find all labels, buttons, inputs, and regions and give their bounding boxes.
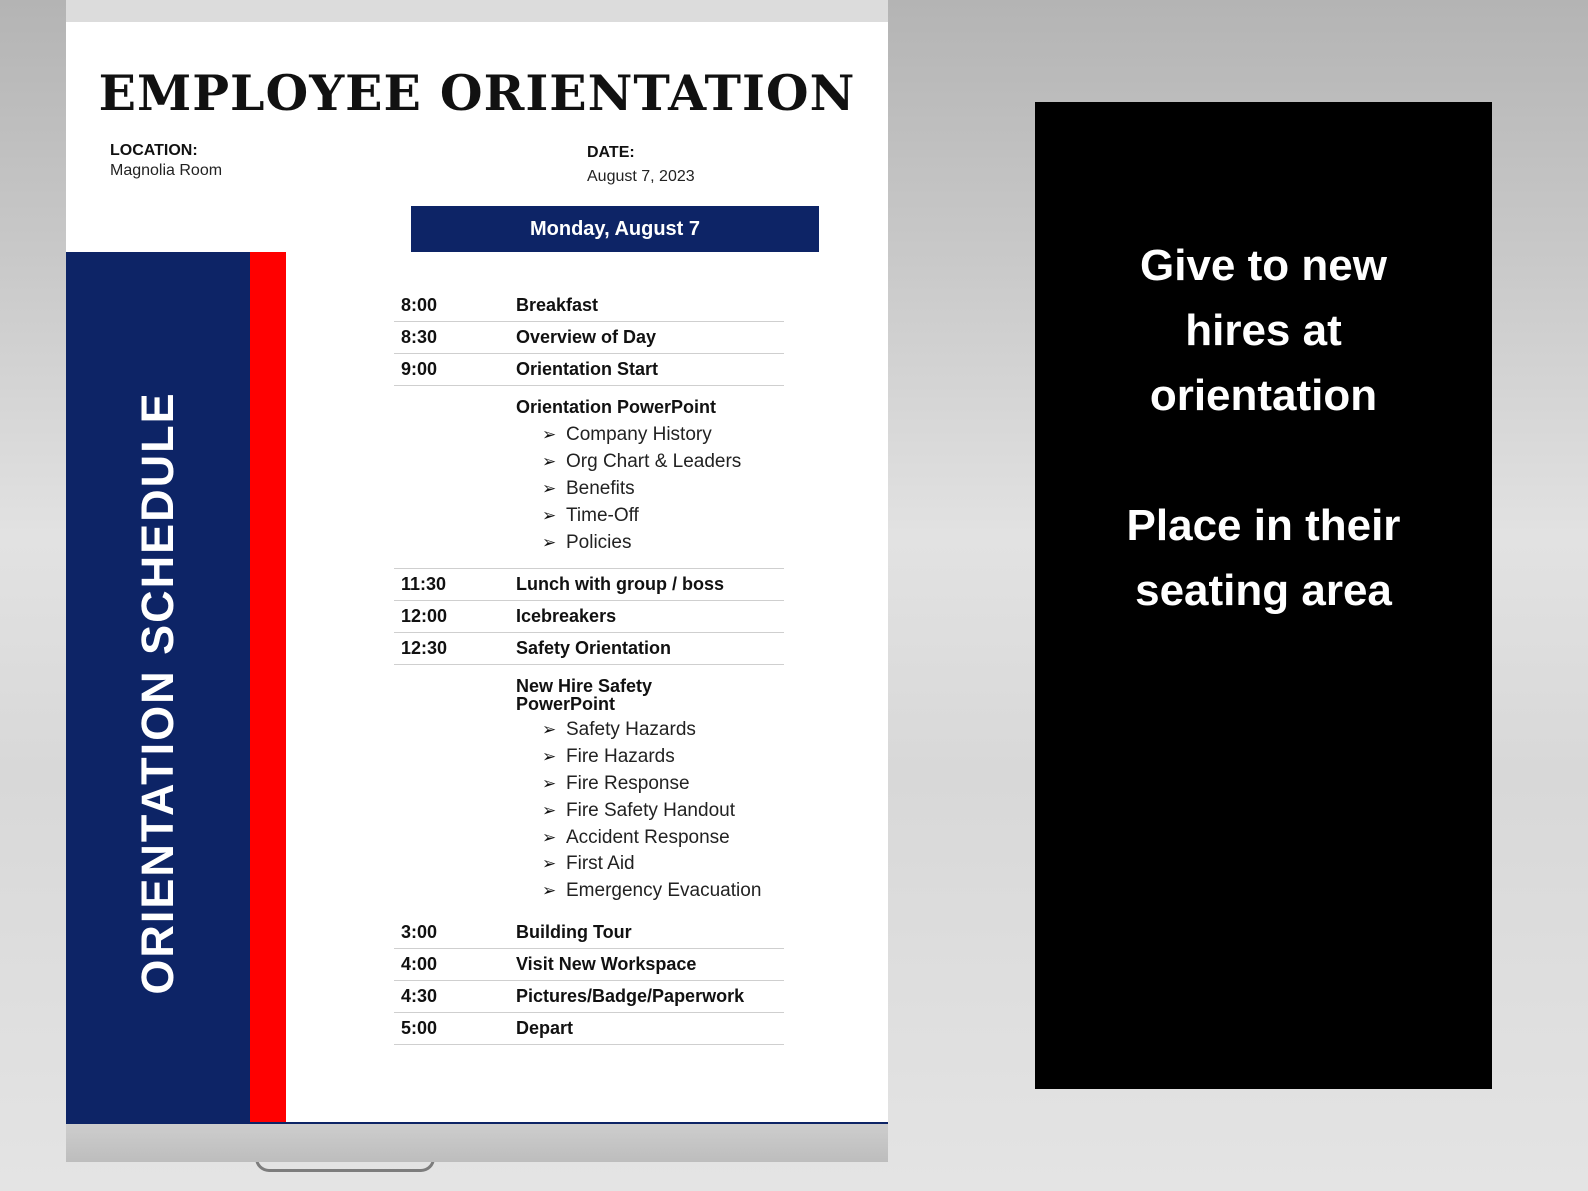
schedule-time: 4:30 bbox=[401, 985, 438, 1006]
arrow-bullet-icon: ➢ bbox=[542, 505, 557, 525]
schedule-row bbox=[394, 290, 784, 322]
schedule-activity: Orientation Start bbox=[516, 359, 659, 379]
list-item bbox=[516, 878, 784, 905]
schedule-time: 12:00 bbox=[401, 605, 448, 626]
location-value: Magnolia Room bbox=[110, 162, 223, 179]
schedule-time: 4:00 bbox=[401, 953, 438, 974]
schedule-row bbox=[394, 949, 784, 981]
list-item-text: Accident Response bbox=[566, 826, 730, 848]
list-item-text: First Aid bbox=[566, 853, 635, 875]
schedule-activity: Breakfast bbox=[516, 295, 599, 315]
list-item-text: Policies bbox=[566, 531, 632, 553]
schedule-row bbox=[394, 1013, 784, 1045]
arrow-bullet-icon: ➢ bbox=[542, 800, 557, 820]
date-label: DATE: bbox=[587, 144, 635, 161]
schedule-activity: Visit New Workspace bbox=[516, 953, 697, 974]
schedule-time: 11:30 bbox=[401, 573, 447, 594]
arrow-bullet-icon: ➢ bbox=[542, 478, 557, 498]
side-red-stripe bbox=[250, 252, 286, 1122]
schedule-row bbox=[394, 322, 784, 354]
sheet-bottom-line bbox=[66, 1122, 888, 1124]
list-item bbox=[516, 744, 784, 771]
list-item-text: Company History bbox=[566, 424, 712, 446]
schedule-time: 3:00 bbox=[401, 921, 438, 942]
schedule-time: 9:00 bbox=[401, 359, 438, 379]
list-item-text: Fire Response bbox=[566, 772, 690, 794]
date-value: August 7, 2023 bbox=[587, 168, 695, 185]
list-item-text: Fire Hazards bbox=[566, 746, 675, 768]
list-item bbox=[516, 476, 784, 503]
orientation-document bbox=[66, 0, 888, 1124]
powerpoint-block bbox=[394, 386, 784, 568]
instruction-panel bbox=[1035, 102, 1492, 1089]
block-title-line: PowerPoint bbox=[516, 693, 616, 714]
schedule-activity: Safety Orientation bbox=[516, 637, 672, 658]
schedule-activity: Overview of Day bbox=[516, 327, 657, 347]
day-header bbox=[411, 206, 819, 252]
schedule-row bbox=[394, 917, 784, 949]
block-title: Orientation PowerPoint bbox=[516, 397, 717, 417]
document-title: EMPLOYEE ORIENTATION bbox=[98, 64, 856, 122]
schedule-time: 8:00 bbox=[401, 295, 438, 315]
schedule-row bbox=[394, 568, 784, 601]
schedule-row bbox=[394, 633, 784, 665]
list-item bbox=[516, 771, 784, 798]
list-item bbox=[516, 824, 784, 851]
schedule-activity: Lunch with group / boss bbox=[516, 573, 724, 594]
list-item bbox=[516, 851, 784, 878]
schedule-activity: Depart bbox=[516, 1017, 574, 1038]
list-item-text: Fire Safety Handout bbox=[566, 799, 735, 821]
arrow-bullet-icon: ➢ bbox=[542, 532, 557, 552]
schedule-row bbox=[394, 601, 784, 633]
side-title: ORIENTATION SCHEDULE bbox=[132, 391, 183, 995]
block-title-line: New Hire Safety bbox=[516, 675, 653, 696]
list-item bbox=[516, 529, 784, 556]
schedule-row bbox=[394, 981, 784, 1013]
schedule-row bbox=[394, 354, 784, 386]
arrow-bullet-icon: ➢ bbox=[542, 854, 557, 874]
panel-text-place: Place in their seating area bbox=[1126, 501, 1401, 615]
schedule-activity: Pictures/Badge/Paperwork bbox=[516, 985, 745, 1006]
schedule-activity: Building Tour bbox=[516, 921, 632, 942]
arrow-bullet-icon: ➢ bbox=[542, 747, 557, 767]
list-item-text: Emergency Evacuation bbox=[566, 880, 762, 902]
sheet-top-band bbox=[66, 0, 888, 22]
schedule-time: 12:30 bbox=[401, 637, 448, 658]
arrow-bullet-icon: ➢ bbox=[542, 452, 557, 472]
block-title bbox=[516, 677, 784, 713]
arrow-bullet-icon: ➢ bbox=[542, 827, 557, 847]
list-item-text: Safety Hazards bbox=[566, 719, 696, 741]
schedule-time: 5:00 bbox=[401, 1017, 438, 1038]
list-item bbox=[516, 717, 784, 744]
list-item bbox=[516, 502, 784, 529]
schedule-activity: Icebreakers bbox=[516, 605, 617, 626]
schedule-time: 8:30 bbox=[401, 327, 438, 347]
sheet-shadow bbox=[66, 1120, 888, 1162]
list-item bbox=[516, 422, 784, 449]
schedule bbox=[394, 290, 784, 1045]
list-item-text: Org Chart & Leaders bbox=[566, 451, 742, 473]
arrow-bullet-icon: ➢ bbox=[542, 881, 557, 901]
safety-block bbox=[394, 665, 784, 917]
day-header-text: Monday, August 7 bbox=[530, 217, 700, 240]
panel-text-give: Give to new hires at orientation bbox=[1140, 241, 1387, 420]
list-item bbox=[516, 797, 784, 824]
location-label: LOCATION: bbox=[110, 142, 198, 159]
arrow-bullet-icon: ➢ bbox=[542, 425, 557, 445]
list-item-text: Benefits bbox=[566, 477, 635, 499]
arrow-bullet-icon: ➢ bbox=[542, 720, 557, 740]
list-item-text: Time-Off bbox=[566, 504, 639, 526]
list-item bbox=[516, 449, 784, 476]
arrow-bullet-icon: ➢ bbox=[542, 773, 557, 793]
